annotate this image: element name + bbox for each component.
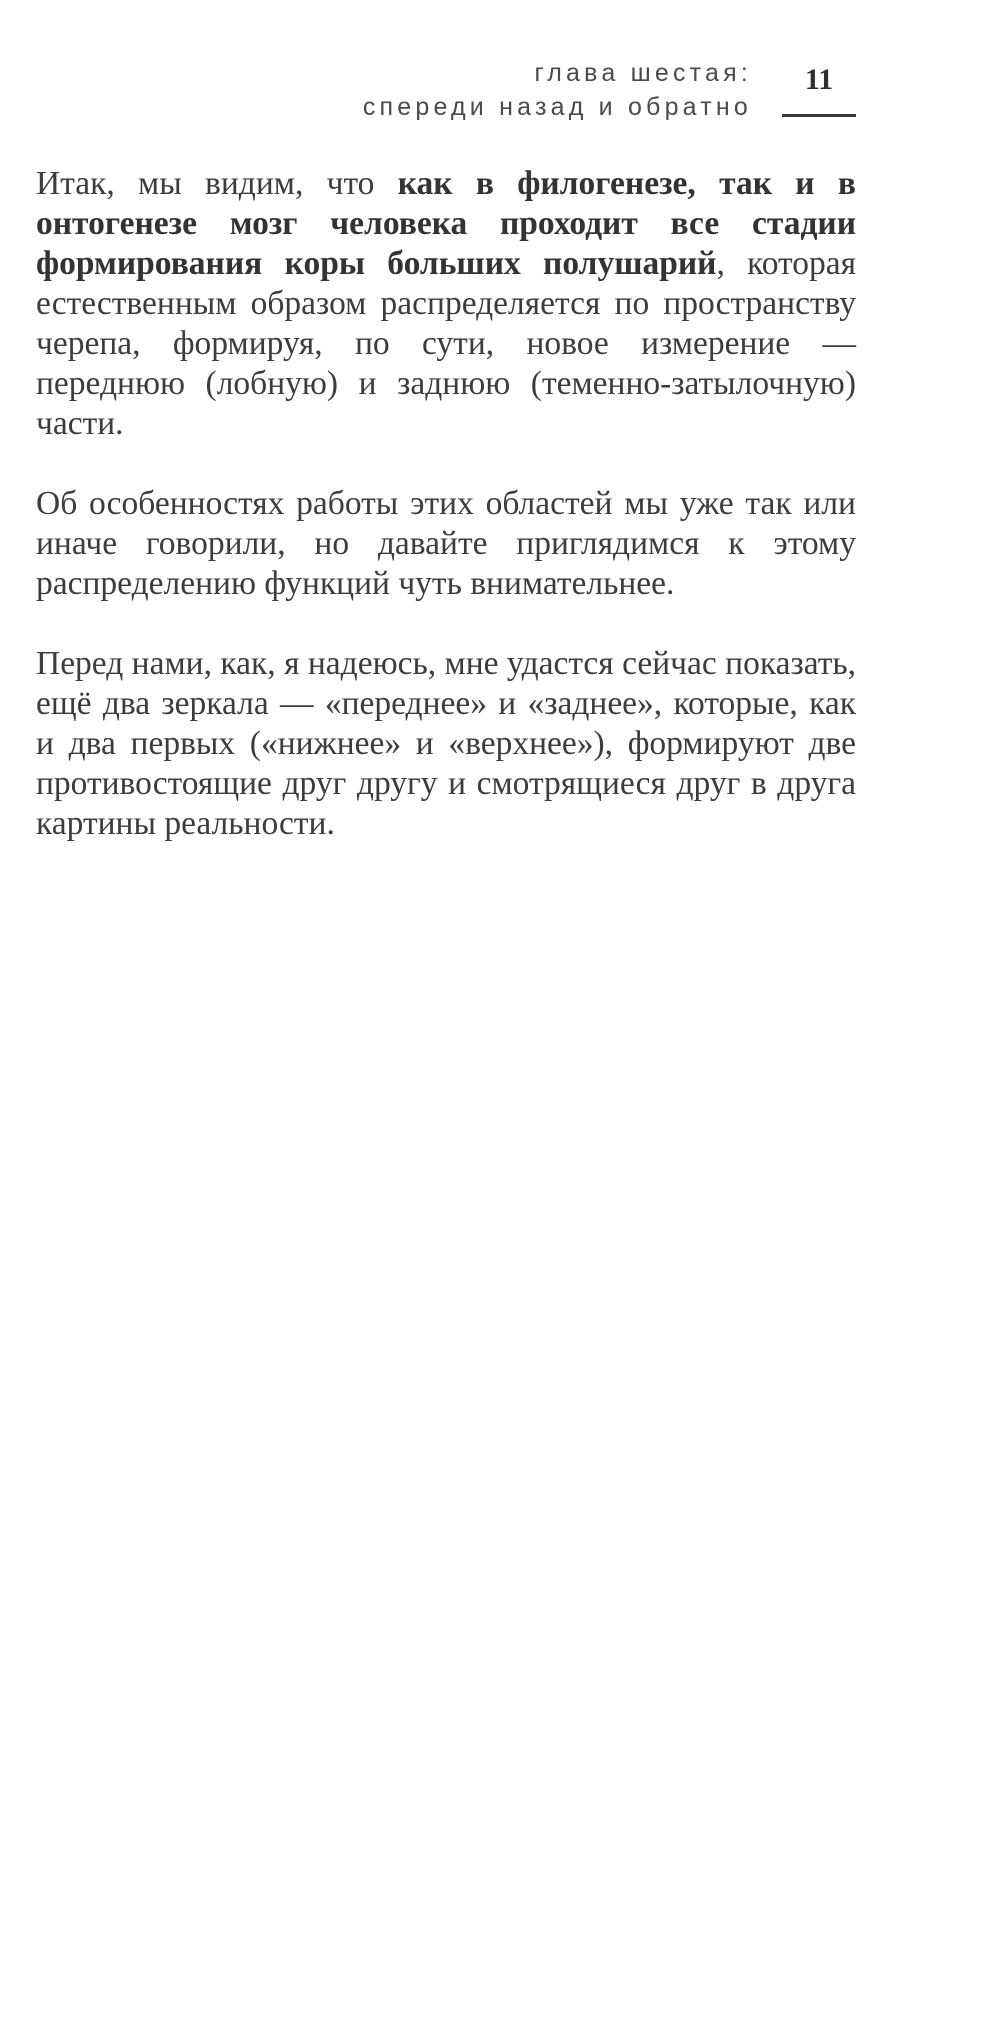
paragraph-1-bold: как в филогенезе, так и в онтогенезе мозг человека проходит все стадии формирования коры больших полушарий: [36, 165, 856, 282]
paragraph-1-tail: , которая естественным образом распределяется по пространству черепа, формируя, по сути, новое измерение — переднюю (лобную) и заднюю (теменно-затылочную) части.: [36, 245, 856, 442]
chapter-title-line-2: спереди назад и обратно: [362, 93, 752, 121]
paragraph-1: [36, 164, 856, 444]
running-head: [363, 56, 752, 124]
page-number: 11: [804, 63, 834, 96]
chapter-title-line-1: глава шестая:: [534, 59, 752, 87]
paragraph-1-lead: Итак, мы видим, что: [36, 165, 398, 202]
body-text: [36, 164, 856, 884]
paragraph-3: Перед нами, как, я надеюсь, мне удастся сейчас показать, ещё два зеркала — «переднее» и «заднее», которые, как и два первых («нижнее» и «верхнее»), формируют две противостоящие друг другу и смотрящиеся друг в друга картины реальности.: [36, 645, 856, 842]
paragraph-2: Об особенностях работы этих областей мы уже так или иначе говорили, но давайте приглядимся к этому распределению функций чуть внимательнее.: [36, 485, 856, 602]
page-number-rule: [782, 114, 856, 117]
